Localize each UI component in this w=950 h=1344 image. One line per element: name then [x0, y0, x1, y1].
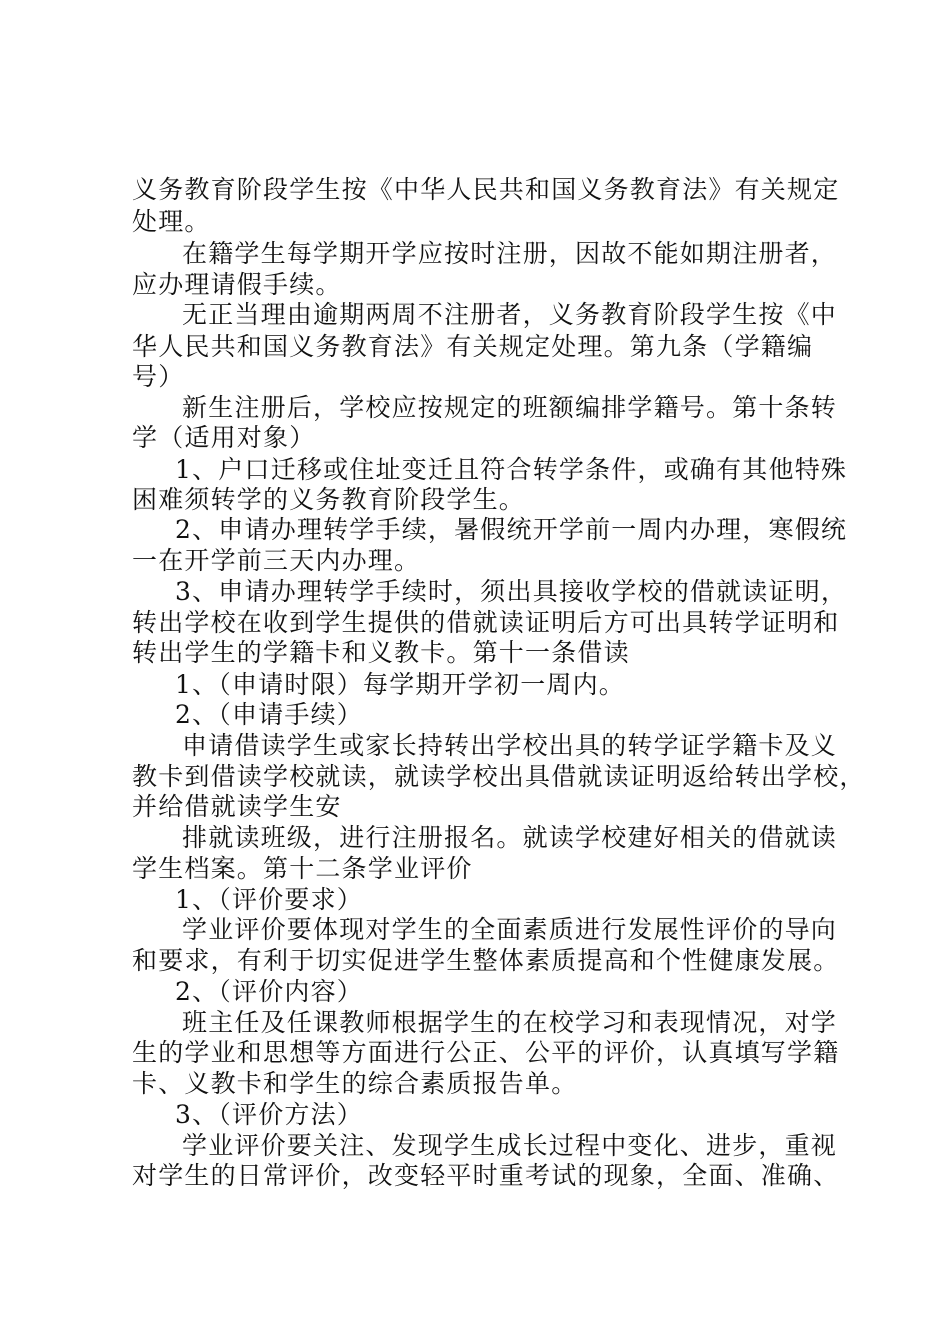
text-line: 2、申请办理转学手续，暑假统开学前一周内办理，寒假统 [175, 515, 848, 544]
text-line: 2、（评价内容） [175, 977, 364, 1006]
text-line: 卡、义教卡和学生的综合素质报告单。 [132, 1069, 578, 1098]
text-line: 学生档案。第十二条学业评价 [132, 854, 473, 883]
text-line: 学业评价要关注、发现学生成长过程中变化、进步，重视 [182, 1131, 838, 1160]
text-line: 1、（评价要求） [175, 885, 364, 914]
text-line: 新生注册后，学校应按规定的班额编排学籍号。第十条转 [182, 393, 838, 422]
text-line: 2、（申请手续） [175, 700, 364, 729]
text-line: 学（适用对象） [132, 423, 316, 452]
text-line: 教卡到借读学校就读，就读学校出具借就读证明返给转出学校， [132, 762, 866, 791]
text-line: 义务教育阶段学生按《中华人民共和国义务教育法》有关规定 [132, 175, 840, 204]
text-line: 对学生的日常评价，改变轻平时重考试的现象，全面、准确、 [132, 1161, 840, 1190]
text-line: 学业评价要体现对学生的全面素质进行发展性评价的导向 [182, 915, 838, 944]
text-line: 班主任及任课教师根据学生的在校学习和表现情况，对学 [182, 1008, 838, 1037]
text-line: 华人民共和国义务教育法》有关规定处理。第九条（学籍编 [132, 332, 814, 361]
text-line: 3、（评价方法） [175, 1100, 364, 1129]
text-line: 应办理请假手续。 [132, 270, 342, 299]
text-line: 无正当理由逾期两周不注册者，义务教育阶段学生按《中 [182, 300, 838, 329]
text-line: 处理。 [132, 207, 211, 236]
text-line: 生的学业和思想等方面进行公正、公平的评价，认真填写学籍 [132, 1038, 840, 1067]
text-line: 困难须转学的义务教育阶段学生。 [132, 485, 526, 514]
text-line: 并给借就读学生安 [132, 792, 342, 821]
text-line: 申请借读学生或家长持转出学校出具的转学证学籍卡及义 [182, 731, 838, 760]
text-line: 转出学生的学籍卡和义教卡。第十一条借读 [132, 638, 630, 667]
text-line: 3、申请办理转学手续时，须出具接收学校的借就读证明， [175, 577, 848, 606]
text-line: 在籍学生每学期开学应按时注册，因故不能如期注册者， [182, 239, 838, 268]
text-line: 排就读班级，进行注册报名。就读学校建好相关的借就读 [182, 823, 838, 852]
text-line: 和要求，有利于切实促进学生整体素质提高和个性健康发展。 [132, 946, 840, 975]
text-line: 一在开学前三天内办理。 [132, 546, 421, 575]
text-line: 转出学校在收到学生提供的借就读证明后方可出具转学证明和 [132, 608, 840, 637]
text-line: 1、（申请时限）每学期开学初一周内。 [175, 670, 626, 699]
text-line: 号） [132, 362, 185, 391]
text-line: 1、户口迁移或住址变迁且符合转学条件，或确有其他特殊 [175, 455, 848, 484]
